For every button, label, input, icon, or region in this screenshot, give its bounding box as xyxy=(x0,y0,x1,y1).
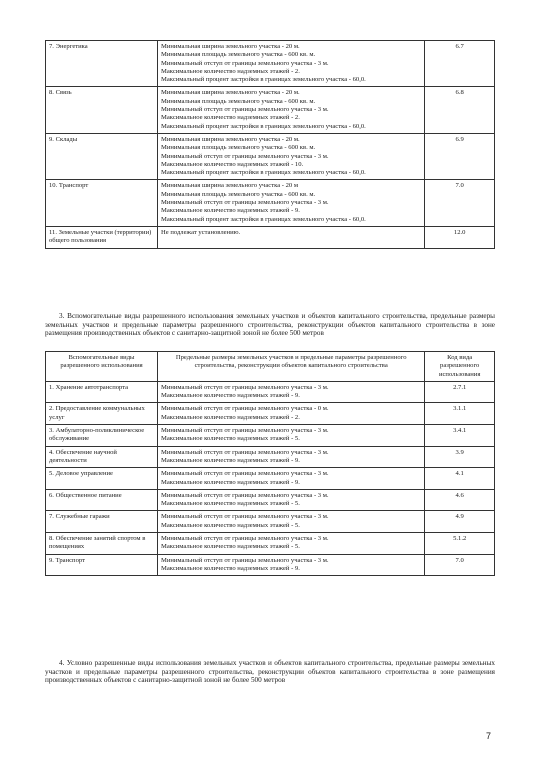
section-4-heading xyxy=(45,659,495,685)
use-code: 6.8 xyxy=(425,87,495,133)
param-line: Минимальный отступ от границы земельного участка - 0 м. xyxy=(160,405,329,413)
use-params xyxy=(157,403,424,425)
param-line: Минимальный отступ от границы земельного участка - 3 м. xyxy=(160,513,329,521)
table-row xyxy=(46,403,495,425)
table-row xyxy=(46,133,495,179)
use-params xyxy=(157,446,424,468)
section-4-text: 4. Условно разрешенные виды использования земельных участков и объектов капитального строительства, предельные размеры земельных участков и предельные параметры разрешенного строительства, реконструкции объектов капитального строительства в зоне размещения производственных объектов с санитарно-защитной зоной не более 500 метров xyxy=(45,659,495,685)
use-name: 11. Земельные участки (территории) общего пользования xyxy=(46,226,158,248)
use-code: 7.0 xyxy=(425,180,495,226)
use-name: 10. Транспорт xyxy=(46,180,158,226)
section-3-heading xyxy=(45,312,495,338)
use-name: 3. Амбулаторно-поликлиническое обслуживание xyxy=(46,425,158,447)
use-code: 4.9 xyxy=(425,511,495,533)
param-line: Максимальное количество надземных этажей - 2. xyxy=(160,114,300,122)
use-name: 4. Обеспечение научной деятельности xyxy=(46,446,158,468)
param-line: Максимальное количество надземных этажей - 9. xyxy=(160,207,300,215)
param-line: Минимальная площадь земельного участка - 600 кв. м. xyxy=(160,51,316,59)
header-aux-uses: Вспомогательные виды разрешенного использования xyxy=(46,352,158,382)
use-params xyxy=(157,425,424,447)
permitted-uses-table xyxy=(45,40,495,249)
param-line: Минимальная ширина земельного участка - 20 м. xyxy=(160,89,300,97)
param-line: Минимальная площадь земельного участка - 600 кв. м. xyxy=(160,97,316,105)
param-line: Минимальный отступ от границы земельного участка - 3 м. xyxy=(160,152,329,160)
use-params xyxy=(157,468,424,490)
use-params xyxy=(157,533,424,555)
header-params: Предельные размеры земельных участков и предельные параметры разрешенного строительства, реконструкции объектов капитального строительства xyxy=(157,352,424,382)
param-line: Минимальный отступ от границы земельного участка - 3 м. xyxy=(160,491,329,499)
use-params xyxy=(157,133,424,179)
param-line: Максимальное количество надземных этажей - 9. xyxy=(160,564,300,572)
table-row xyxy=(46,87,495,133)
param-line: Максимальное количество надземных этажей - 5. xyxy=(160,435,300,443)
use-code: 4.1 xyxy=(425,468,495,490)
param-line: Максимальное количество надземных этажей - 10. xyxy=(160,160,304,168)
use-params xyxy=(157,554,424,576)
table-row xyxy=(46,468,495,490)
table-row xyxy=(46,511,495,533)
use-name: 2. Предоставление коммунальных услуг xyxy=(46,403,158,425)
page-number: 7 xyxy=(486,731,492,741)
param-line: Минимальный отступ от границы земельного участка - 3 м. xyxy=(160,470,329,478)
use-params xyxy=(157,87,424,133)
param-line: Минимальная ширина земельного участка - 20 м. xyxy=(160,135,300,143)
param-line: Минимальный отступ от границы земельного участка - 3 м. xyxy=(160,383,329,391)
param-line: Минимальная площадь земельного участка - 600 кв. м. xyxy=(160,144,316,152)
use-name: 9. Транспорт xyxy=(46,554,158,576)
use-name: 7. Служебные гаражи xyxy=(46,511,158,533)
table-row xyxy=(46,446,495,468)
use-params xyxy=(157,489,424,511)
param-line: Минимальный отступ от границы земельного участка - 3 м. xyxy=(160,199,329,207)
param-line: Максимальный процент застройки в границах земельного участка - 60,0. xyxy=(160,76,366,84)
use-code: 7.0 xyxy=(425,554,495,576)
use-name: 1. Хранение автотранспорта xyxy=(46,381,158,403)
use-code: 3.9 xyxy=(425,446,495,468)
param-line: Минимальный отступ от границы земельного участка - 3 м. xyxy=(160,535,329,543)
param-line: Максимальное количество надземных этажей - 5. xyxy=(160,500,300,508)
use-code: 3.1.1 xyxy=(425,403,495,425)
use-code: 12.0 xyxy=(425,226,495,248)
use-name: 8. Связь xyxy=(46,87,158,133)
auxiliary-uses-table xyxy=(45,351,495,576)
param-line: Максимальное количество надземных этажей - 9. xyxy=(160,456,300,464)
table-row xyxy=(46,381,495,403)
section-3-text: 3. Вспомогательные виды разрешенного использования земельных участков и объектов капитального строительства, предельные размеры земельных участков и предельные параметры разрешенного строительства, реконструкции объектов капитального строительства в зоне размещения производственных объектов с санитарно-защитной зоной не более 500 метров xyxy=(45,312,495,338)
table-row xyxy=(46,226,495,248)
use-params xyxy=(157,226,424,248)
param-line: Максимальный процент застройки в границах земельного участка - 60,0. xyxy=(160,122,366,130)
param-line: Максимальное количество надземных этажей - 2. xyxy=(160,413,300,421)
table-header-row xyxy=(46,352,495,382)
table-row xyxy=(46,425,495,447)
table-row xyxy=(46,489,495,511)
param-line: Максимальный процент застройки в границах земельного участка - 60,0. xyxy=(160,169,366,177)
use-params xyxy=(157,180,424,226)
table-row xyxy=(46,180,495,226)
use-code: 6.7 xyxy=(425,41,495,87)
header-code: Код вида разрешенного использования xyxy=(425,352,495,382)
param-line: Минимальный отступ от границы земельного участка - 3 м. xyxy=(160,556,329,564)
param-line: Максимальный процент застройки в границах земельного участка - 60,0. xyxy=(160,215,366,223)
use-name: 8. Обеспечение занятий спортом в помещениях xyxy=(46,533,158,555)
table-row xyxy=(46,533,495,555)
param-line: Максимальное количество надземных этажей - 9. xyxy=(160,392,300,400)
use-code: 3.4.1 xyxy=(425,425,495,447)
use-code: 5.1.2 xyxy=(425,533,495,555)
param-line: Максимальное количество надземных этажей - 2. xyxy=(160,67,300,75)
use-params xyxy=(157,511,424,533)
use-code: 6.9 xyxy=(425,133,495,179)
param-line: Минимальная площадь земельного участка - 600 кв. м. xyxy=(160,190,316,198)
use-code: 4.6 xyxy=(425,489,495,511)
use-params xyxy=(157,41,424,87)
param-line: Минимальная ширина земельного участка - 20 м xyxy=(160,182,299,190)
use-name: 5. Деловое управление xyxy=(46,468,158,490)
table-row xyxy=(46,554,495,576)
use-name: 9. Склады xyxy=(46,133,158,179)
param-line: Максимальное количество надземных этажей - 5. xyxy=(160,543,300,551)
param-line: Не подлежат установлению. xyxy=(160,228,241,236)
param-line: Минимальный отступ от границы земельного участка - 3 м. xyxy=(160,448,329,456)
table-row xyxy=(46,41,495,87)
use-params xyxy=(157,381,424,403)
use-name: 7. Энергетика xyxy=(46,41,158,87)
param-line: Максимальное количество надземных этажей - 9. xyxy=(160,478,300,486)
param-line: Минимальная ширина земельного участка - 20 м. xyxy=(160,43,300,50)
param-line: Минимальный отступ от границы земельного участка - 3 м. xyxy=(160,106,329,114)
param-line: Минимальный отступ от границы земельного участка - 3 м. xyxy=(160,59,329,67)
use-code: 2.7.1 xyxy=(425,381,495,403)
param-line: Минимальный отступ от границы земельного участка - 3 м. xyxy=(160,427,329,435)
param-line: Максимальное количество надземных этажей - 5. xyxy=(160,521,300,529)
use-name: 6. Общественное питание xyxy=(46,489,158,511)
